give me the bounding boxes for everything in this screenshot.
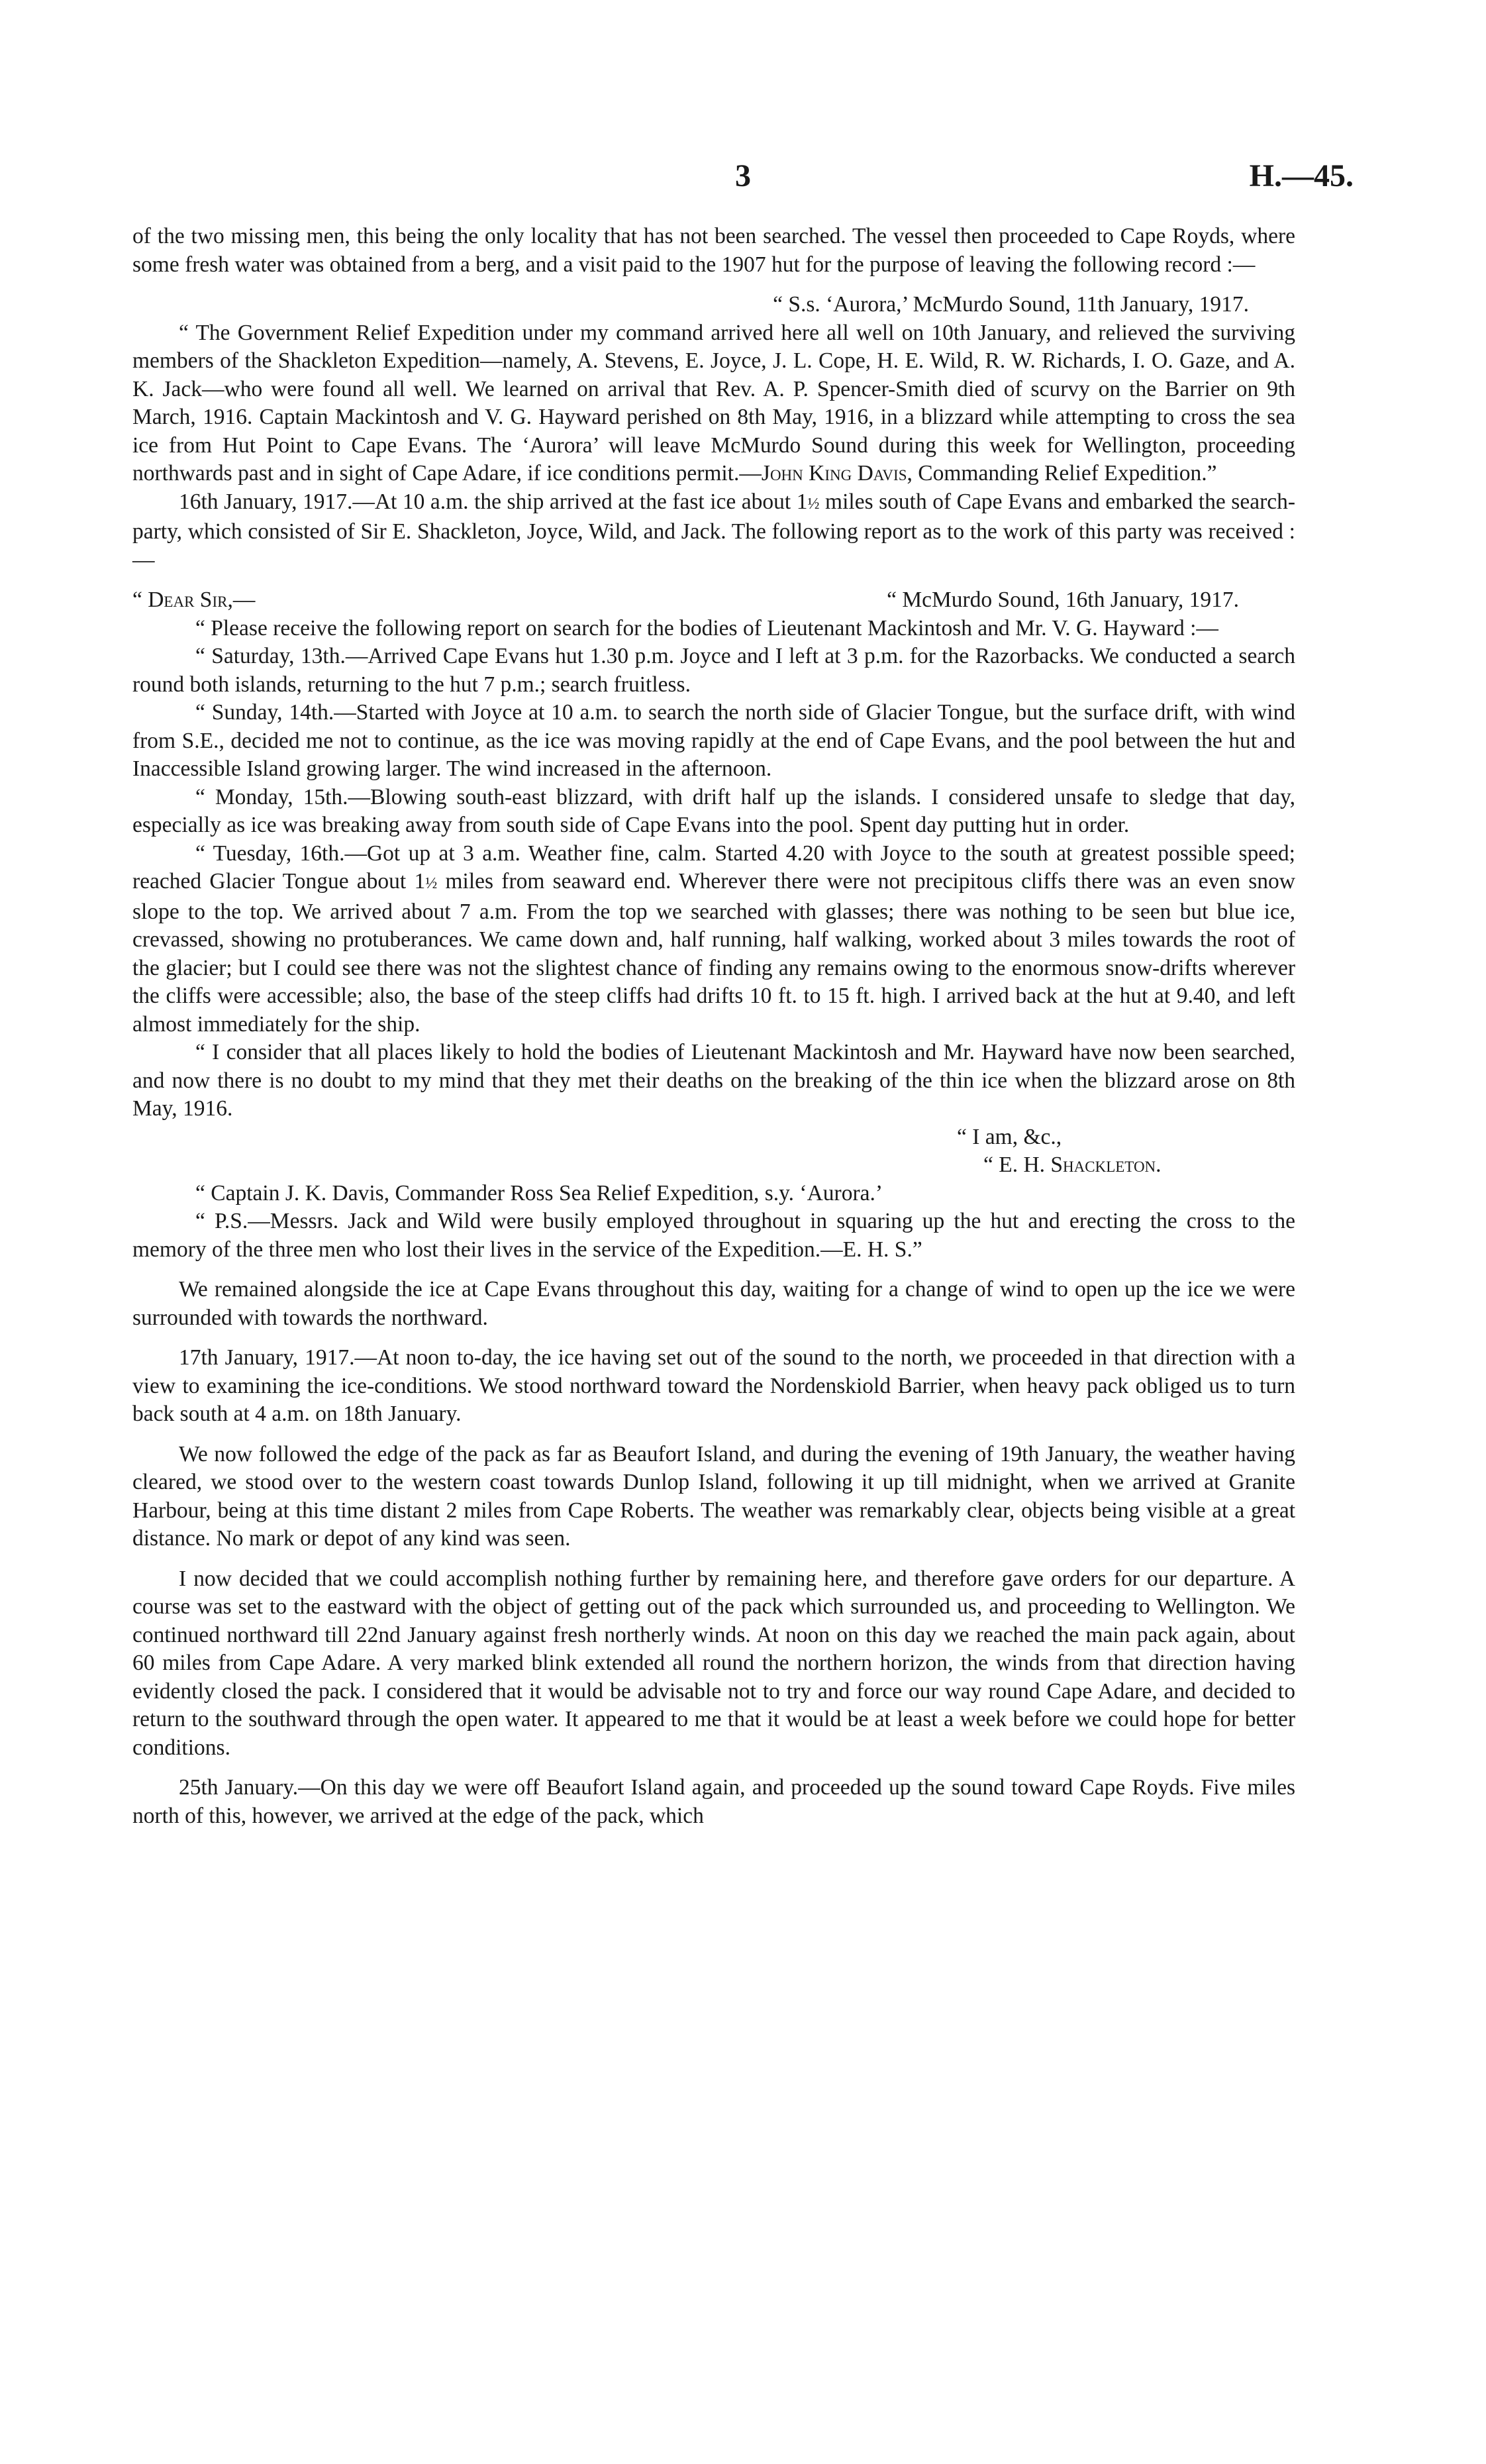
letter-salutation [132,586,1295,615]
letter-signature: “ E. H. Shackleton. [983,1153,1162,1177]
letter-paragraph: “ I consider that all places likely to hold the bodies of Lieutenant Mackintosh and Mr. Hayward have now been searched, and now there is no doubt to my mind that they met their deaths on the breaking of the thin ice when the blizzard arose on 8th May, 1916. [132,1040,1295,1121]
document-body [132,223,1295,1830]
paragraph: 25th January.—On this day we were off Beaufort Island again, and proceeded up the sound toward Cape Royds. Five miles north of this, however, we arrived at the edge of the pack, which [132,1775,1295,1828]
signatory-name: John King Davis [761,461,907,486]
letter-postscript: “ P.S.—Messrs. Jack and Wild were busily employed throughout in squaring up the hut and erecting the cross to the memory of the three men who lost their lives in the service of the Expedition.—E. H. S.” [132,1209,1295,1262]
page-header [132,158,1354,204]
paragraph: of the two missing men, this being the only locality that has not been searched. The vessel then proceeded to Cape Royds, where some fresh water was obtained from a berg, and a visit paid to the 1907 hut for the purpose of leaving the following record :— [132,224,1295,277]
salutation: “ Dear Sir,— [132,588,256,612]
paragraph: I now decided that we could accomplish nothing further by remaining here, and therefore gave orders for our departure. A course was set to the eastward with the object of getting out of the pack which surrounded us, and proceeding to Wellington. We continued northward till 22nd January against fresh northerly winds. At noon on this day we reached the main pack again, about 60 miles from Cape Adare. A very marked blink extended all round the northern horizon, the winds from that direction having evidently closed the pack. I considered that it would be advisable not to try and force our way round Cape Adare, and decided to return to the southward through the open water. It appeared to me that it would be at least a week before we could hope for better conditions. [132,1566,1295,1760]
letter-paragraph: “ Tuesday, 16th.—Got up at 3 a.m. Weather fine, calm. Started 4.20 with Joyce to the south at greatest possible speed; reached Glacier Tongue about 1½ miles from seaward end. Wherever there were not precipitous cliffs there was an even snow slope to the top. We arrived about 7 a.m. From the top we searched with glasses; there was nothing to be seen but blue ice, crevassed, showing no protuberances. We came down and, half running, half walking, worked about 3 miles towards the root of the glacier; but I could see there was not the slightest chance of finding any remains owing to the enormous snow-drifts wherever the cliffs were accessible; also, the base of the steep cliffs had drifts 10 ft. to 15 ft. high. I arrived back at the hut at 9.40, and left almost immediately for the ship. [132,841,1295,1037]
letter-paragraph: “ Please receive the following report on search for the bodies of Lieutenant Mackintosh and Mr. V. G. Hayward :— [195,615,1218,641]
letter-dateline: “ McMurdo Sound, 16th January, 1917. [887,588,1239,612]
letter-closing: “ I am, &c., [957,1124,1062,1149]
paragraph: 17th January, 1917.—At noon to-day, the ice having set out of the sound to the north, we proceeded in that direction with a view to examining the ice-conditions. We stood northward toward the Nordenskiold Barrier, when heavy pack obliged us to turn back south at 4 a.m. on 18th January. [132,1345,1295,1426]
fraction: ½ [807,495,820,513]
letter-paragraph: “ Sunday, 14th.—Started with Joyce at 10 a.m. to search the north side of Glacier Tongue, but the surface drift, with wind from S.E., decided me not to continue, as the ice was moving rapidly at the end of Cape Evans, and the pool between the hut and Inaccessible Island growing larger. The wind increased in the afternoon. [132,700,1295,781]
paragraph: We now followed the edge of the pack as far as Beaufort Island, and during the evening of 19th January, the weather having cleared, we stood over to the western coast towards Dunlop Island, following it up till midnight, when we arrived at Granite Harbour, being at this time distant 2 miles from Cape Roberts. The weather was remarkably clear, objects being visible at a great distance. No mark or depot of any kind was seen. [132,1441,1295,1551]
record-heading: “ S.s. ‘Aurora,’ McMurdo Sound, 11th January, 1917. [773,292,1249,317]
page-number: 3 [735,158,751,193]
letter-paragraph: “ Monday, 15th.—Blowing south-east blizzard, with drift half up the islands. I considered unsafe to sledge that day, especially as ice was breaking away from south side of Cape Evans into the pool. Spent day putting hut in order. [132,784,1295,837]
document-reference: H.—45. [1249,158,1354,193]
paragraph: 16th January, 1917.—At 10 a.m. the ship arrived at the fast ice about 1½ miles south of Cape Evans and embarked the search-party, which consisted of Sir E. Shackleton, Joyce, Wild, and Jack. The following report as to the work of this party was received :— [132,489,1295,572]
fraction: ½ [425,875,438,892]
record-text: “ The Government Relief Expedition under my command arrived here all well on 10th January, and relieved the surviving members of the Shackleton Expedition—namely, A. Stevens, E. Joyce, J. L. Cope, H. E. Wild, R. W. Richards, I. O. Gaze, and A. K. Jack—who were found all well. We learned on arrival that Rev. A. P. Spencer-Smith died of scurvy on the Barrier on 9th March, 1916. Captain Mackintosh and V. G. Hayward perished on 8th May, 1916, in a blizzard while attempting to cross the sea ice from Hut Point to Cape Evans. The ‘Aurora’ will leave McMurdo Sound during this week for Wellington, proceeding northwards past and in sight of Cape Adare, if ice conditions permit.—John King Davis, Commanding Relief Expedition.” [132,320,1295,486]
paragraph: We remained alongside the ice at Cape Evans throughout this day, waiting for a change of wind to open up the ice we were surrounded with towards the northward. [132,1277,1295,1330]
letter-addressee: “ Captain J. K. Davis, Commander Ross Sea Relief Expedition, s.y. ‘Aurora.’ [195,1180,883,1206]
letter-paragraph: “ Saturday, 13th.—Arrived Cape Evans hut 1.30 p.m. Joyce and I left at 3 p.m. for the Razorbacks. We conducted a search round both islands, returning to the hut 7 p.m.; search fruitless. [132,644,1295,697]
